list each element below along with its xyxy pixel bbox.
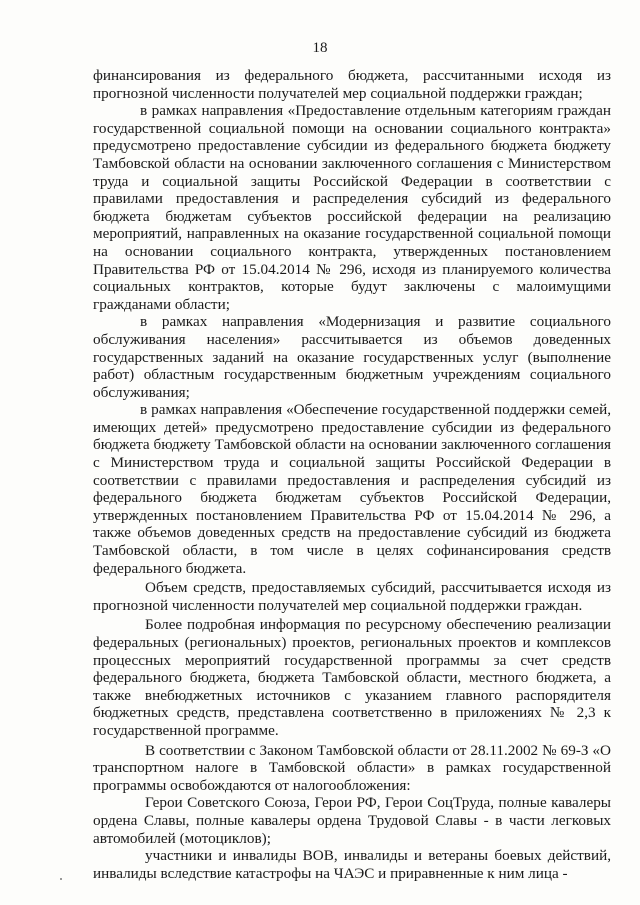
paragraph: Объем средств, предоставляемых субсидий, рассчитывается исходя из прогнозной численности получателей мер социальной поддержки граждан.	[93, 579, 611, 614]
paragraph: Герои Советского Союза, Герои РФ, Герои СоцТруда, полные кавалеры ордена Славы, полные кавалеры ордена Трудовой Славы - в части легковых автомобилей (мотоциклов);	[93, 794, 611, 847]
paragraph: Более подробная информация по ресурсному обеспечению реализации федеральных (региональных) проектов, региональных проектов и комплексов процессных мероприятий государственной программы за счет средств федерального бюджета, бюджета Тамбовской области, местного бюджета, а также внебюджетных источников с указанием главного распорядителя бюджетных средств, представлена соответственно в приложениях № 2,3 к государственной программе.	[93, 616, 611, 739]
paragraph: участники и инвалиды ВОВ, инвалиды и ветераны боевых действий, инвалиды вследствие катастрофы на ЧАЭС и приравненные к ним лица -	[93, 847, 611, 882]
scan-speck	[60, 878, 62, 880]
paragraph: в рамках направления «Предоставление отдельным категориям граждан государственной социальной помощи на основании социального контракта» предусмотрено предоставление субсидии из федерального бюджета бюджету Тамбовской области на основании заключенного соглашения с Министерством труда и социальной защиты Российской Федерации в соответствии с правилами предоставления и распределения субсидий из федерального бюджета бюджетам субъектов российской федерации на реализацию мероприятий, направленных на оказание государственной социальной помощи на основании социального контракта, утвержденных постановлением Правительства РФ от 15.04.2014 № 296, исходя из планируемого количества социальных контрактов, которые будут заключены с малоимущими гражданами области;	[93, 102, 611, 313]
paragraph: финансирования из федерального бюджета, рассчитанными исходя из прогнозной численности получателей мер социальной поддержки граждан;	[93, 67, 611, 102]
paragraph: в рамках направления «Модернизация и развитие социального обслуживания населения» рассчитывается из объемов доведенных государственных заданий на оказание государственных услуг (выполнение работ) областным государственным бюджетным учреждениям социального обслуживания;	[93, 313, 611, 401]
paragraph: В соответствии с Законом Тамбовской области от 28.11.2002 № 69-З «О транспортном налоге в Тамбовской области» в рамках государственной программы освобождаются от налогообложения:	[93, 741, 611, 794]
paragraph: в рамках направления «Обеспечение государственной поддержки семей, имеющих детей» предусмотрено предоставление субсидии из федерального бюджета бюджету Тамбовской области на основании заключенного соглашения с Министерством труда и социальной защиты Российской Федерации в соответствии с правилами предоставления и распределения субсидий из федерального бюджета бюджетам субъектов Российской Федерации, утвержденных постановлением Правительства РФ от 15.04.2014 № 296, а также объемов доведенных средств на предоставление субсидий из бюджета Тамбовской области, в том числе в целях софинансирования средств федерального бюджета.	[93, 401, 611, 577]
document-body	[93, 67, 611, 882]
page-number: 18	[312, 40, 328, 56]
